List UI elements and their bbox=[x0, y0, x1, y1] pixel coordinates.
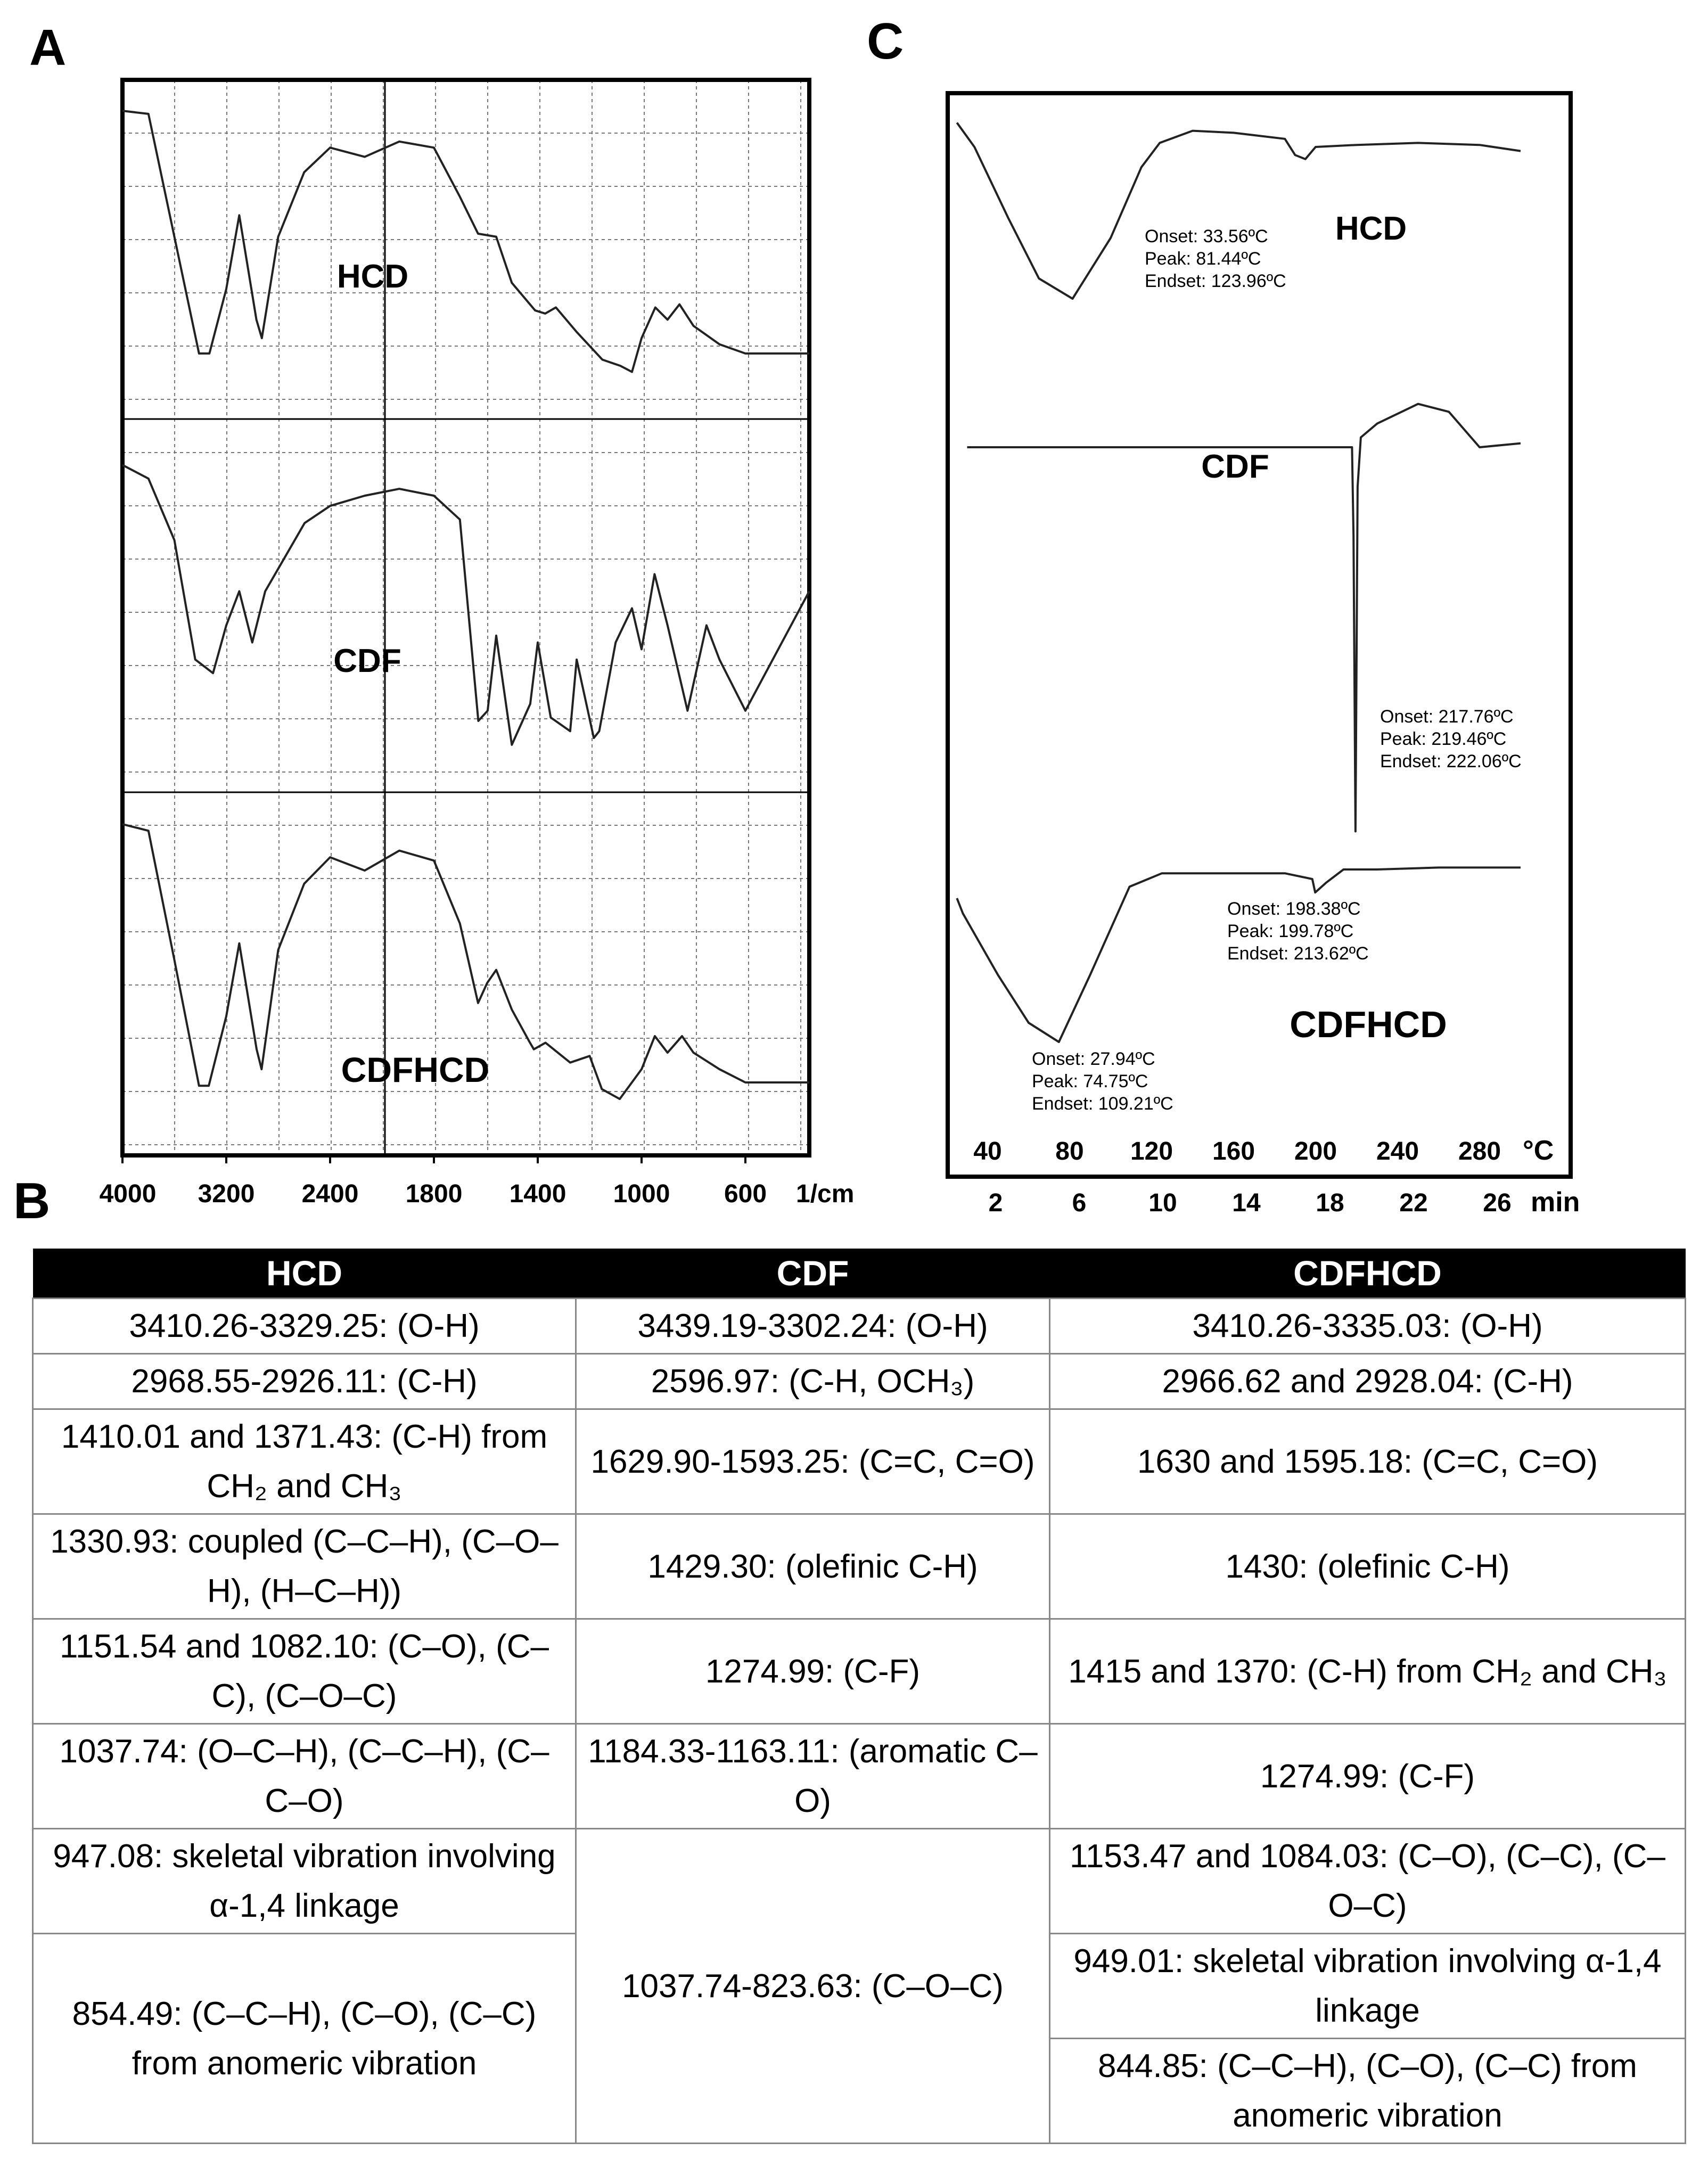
dsc-annotation-line: Endset: 109.21ºC bbox=[1032, 1094, 1173, 1114]
table-row bbox=[33, 1829, 1686, 1934]
table-cell-hcd: 947.08: skeletal vibration involving α-1,4 linkage bbox=[33, 1829, 576, 1934]
table-header-cdfhcd: CDFHCD bbox=[1050, 1249, 1686, 1299]
ftir-x-tick-label: 1400 bbox=[509, 1180, 566, 1208]
dsc-time-unit: min bbox=[1531, 1187, 1580, 1218]
dsc-time-tick-label: 26 bbox=[1483, 1189, 1512, 1217]
dsc-temp-tick-label: 160 bbox=[1212, 1137, 1255, 1165]
ftir-label-hcd: HCD bbox=[336, 258, 409, 295]
table-cell-cdfhcd: 1415 and 1370: (C-H) from CH₂ and CH₃ bbox=[1050, 1619, 1686, 1724]
dsc-label-hcd: HCD bbox=[1335, 210, 1407, 247]
dsc-annotation-line: Endset: 222.06ºC bbox=[1380, 751, 1522, 771]
dsc-annotation-cdf bbox=[1380, 707, 1522, 771]
dsc-annotation-line: Peak: 219.46ºC bbox=[1380, 729, 1507, 749]
dsc-time-tick-label: 6 bbox=[1072, 1189, 1087, 1217]
dsc-temp-tick-label: 200 bbox=[1294, 1137, 1337, 1165]
dsc-annotation-hcd bbox=[1145, 226, 1286, 291]
ftir-x-tick-label: 2400 bbox=[301, 1180, 359, 1208]
dsc-time-tick-label: 10 bbox=[1148, 1189, 1177, 1217]
ftir-x-tick-label: 600 bbox=[724, 1180, 767, 1208]
table-cell-cdf: 1184.33-1163.11: (aromatic C–O) bbox=[576, 1724, 1050, 1829]
ftir-x-tick-label: 3200 bbox=[198, 1180, 255, 1208]
ftir-x-tick-label: 1800 bbox=[405, 1180, 463, 1208]
dsc-time-tick-label: 2 bbox=[988, 1189, 1003, 1217]
dsc-annotation-line: Peak: 81.44ºC bbox=[1145, 249, 1261, 269]
table-cell-cdf: 1274.99: (C-F) bbox=[576, 1619, 1050, 1724]
table-cell-cdf: 2596.97: (C-H, OCH₃) bbox=[576, 1354, 1050, 1409]
table-cell-cdf: 1037.74-823.63: (C–O–C) bbox=[576, 1829, 1050, 2144]
table-cell-hcd: 1410.01 and 1371.43: (C-H) from CH₂ and CH₃ bbox=[33, 1409, 576, 1514]
panel-letter-b: B bbox=[13, 1172, 51, 1229]
table-cell-hcd: 2968.55-2926.11: (C-H) bbox=[33, 1354, 576, 1409]
table-header-hcd: HCD bbox=[33, 1249, 576, 1299]
dsc-time-tick-label: 22 bbox=[1399, 1189, 1428, 1217]
table-cell-cdfhcd: 3410.26-3335.03: (O-H) bbox=[1050, 1299, 1686, 1354]
table-cell-hcd: 3410.26-3329.25: (O-H) bbox=[33, 1299, 576, 1354]
ftir-label-cdf: CDF bbox=[333, 643, 401, 679]
table-cell-cdfhcd: 1153.47 and 1084.03: (C–O), (C–C), (C–O–C) bbox=[1050, 1829, 1686, 1934]
table-cell-cdf: 3439.19-3302.24: (O-H) bbox=[576, 1299, 1050, 1354]
dsc-label-cdfhcd: CDFHCD bbox=[1290, 1004, 1447, 1045]
table-cell-cdfhcd: 1630 and 1595.18: (C=C, C=O) bbox=[1050, 1409, 1686, 1514]
table-row bbox=[33, 1409, 1686, 1514]
dsc-annotation-line: Peak: 74.75ºC bbox=[1032, 1071, 1148, 1091]
dsc-annotation-cdfhcd-2 bbox=[1032, 1049, 1173, 1114]
ftir-label-cdfhcd: CDFHCD bbox=[341, 1050, 490, 1089]
table-cell-cdfhcd: 1274.99: (C-F) bbox=[1050, 1724, 1686, 1829]
table-cell-cdfhcd: 844.85: (C–C–H), (C–O), (C–C) from anomeric vibration bbox=[1050, 2039, 1686, 2144]
dsc-temp-tick-label: 280 bbox=[1458, 1137, 1501, 1165]
panel-letter-a: A bbox=[29, 19, 67, 76]
table-cell-cdfhcd: 2966.62 and 2928.04: (C-H) bbox=[1050, 1354, 1686, 1409]
table-header-row bbox=[33, 1249, 1686, 1299]
dsc-annotation-line: Endset: 213.62ºC bbox=[1227, 943, 1369, 964]
table-row bbox=[33, 1619, 1686, 1724]
ftir-x-tick-label: 1000 bbox=[613, 1180, 670, 1208]
dsc-temp-unit: °C bbox=[1523, 1135, 1554, 1166]
table-row bbox=[33, 1724, 1686, 1829]
table-cell-cdf: 1429.30: (olefinic C-H) bbox=[576, 1514, 1050, 1619]
table-row bbox=[33, 1299, 1686, 1354]
dsc-label-cdf: CDF bbox=[1201, 448, 1269, 485]
dsc-temp-tick-label: 40 bbox=[973, 1137, 1002, 1165]
ftir-assignment-table bbox=[32, 1249, 1686, 2144]
dsc-annotation-line: Onset: 217.76ºC bbox=[1380, 707, 1514, 727]
dsc-temp-tick-label: 240 bbox=[1376, 1137, 1419, 1165]
table-cell-hcd: 1037.74: (O–C–H), (C–C–H), (C–C–O) bbox=[33, 1724, 576, 1829]
table-cell-hcd: 1151.54 and 1082.10: (C–O), (C–C), (C–O–C) bbox=[33, 1619, 576, 1724]
table-row bbox=[33, 1514, 1686, 1619]
dsc-temp-tick-label: 120 bbox=[1130, 1137, 1173, 1165]
table-cell-cdfhcd: 1430: (olefinic C-H) bbox=[1050, 1514, 1686, 1619]
table-cell-cdfhcd: 949.01: skeletal vibration involving α-1,4 linkage bbox=[1050, 1934, 1686, 2039]
dsc-annotation-line: Onset: 33.56ºC bbox=[1145, 226, 1268, 247]
table-cell-hcd: 1330.93: coupled (C–C–H), (C–O–H), (H–C–H)) bbox=[33, 1514, 576, 1619]
table-cell-hcd: 854.49: (C–C–H), (C–O), (C–C) from anomeric vibration bbox=[33, 1934, 576, 2144]
table-cell-cdf: 1629.90-1593.25: (C=C, C=O) bbox=[576, 1409, 1050, 1514]
table-header-cdf: CDF bbox=[576, 1249, 1050, 1299]
dsc-annotation-line: Onset: 27.94ºC bbox=[1032, 1049, 1155, 1069]
dsc-temp-tick-label: 80 bbox=[1055, 1137, 1084, 1165]
ftir-x-tick-label: 4000 bbox=[99, 1180, 157, 1208]
dsc-time-tick-label: 18 bbox=[1316, 1189, 1344, 1217]
dsc-annotation-line: Onset: 198.38ºC bbox=[1227, 899, 1361, 919]
dsc-annotation-line: Endset: 123.96ºC bbox=[1145, 271, 1286, 291]
table-row bbox=[33, 1354, 1686, 1409]
dsc-annotation-cdfhcd-1 bbox=[1227, 899, 1369, 964]
dsc-time-tick-label: 14 bbox=[1232, 1189, 1261, 1217]
ftir-x-unit: 1/cm bbox=[796, 1180, 855, 1208]
panel-letter-c: C bbox=[867, 13, 904, 70]
dsc-annotation-line: Peak: 199.78ºC bbox=[1227, 921, 1354, 941]
